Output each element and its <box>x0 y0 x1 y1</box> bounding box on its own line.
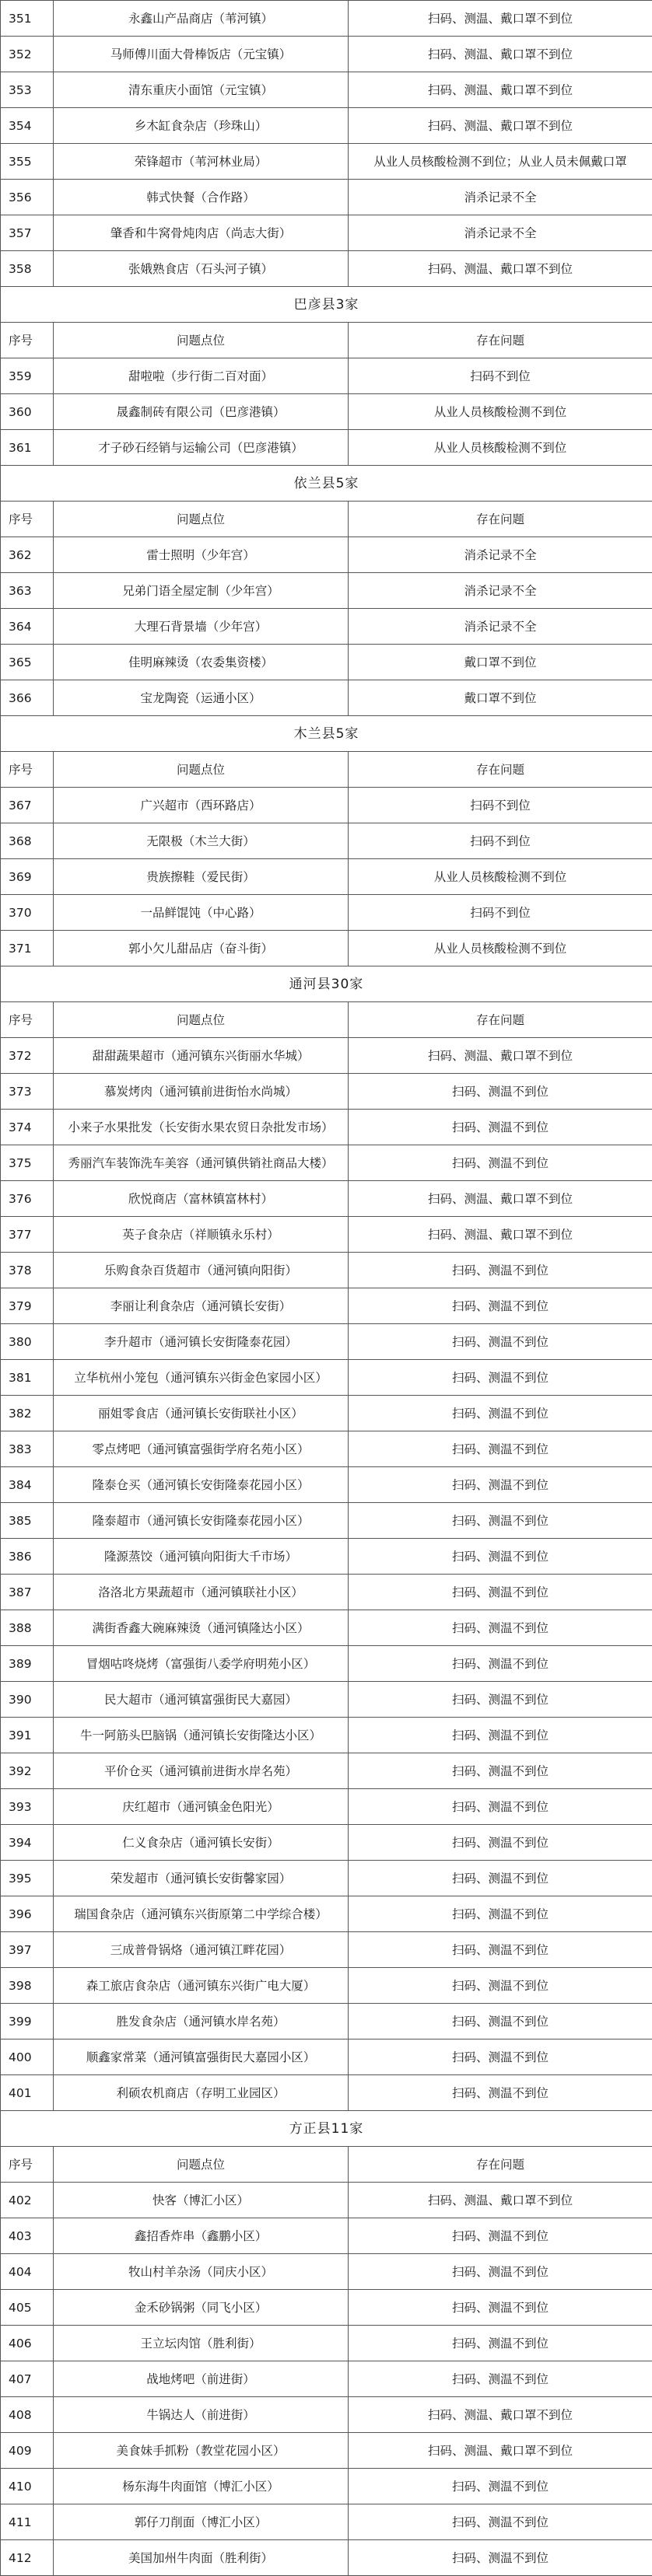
table-row <box>1 1789 652 1825</box>
header-location: 问题点位 <box>54 2147 349 2183</box>
row-location: 美国加州牛肉面（胜利街） <box>54 2540 349 2576</box>
row-issue: 扫码、测温、戴口罩不到位 <box>349 1 652 37</box>
row-location: 隆泰仓买（通河镇长安街隆泰花园小区） <box>54 1467 349 1503</box>
row-location: 杨东海牛肉面馆（博汇小区） <box>54 2469 349 2504</box>
row-location: 平价仓买（通河镇前进街水岸名苑） <box>54 1753 349 1789</box>
row-issue: 扫码、测温不到位 <box>349 1145 652 1181</box>
row-issue: 扫码、测温不到位 <box>349 1360 652 1396</box>
row-location: 仁义食杂店（通河镇长安街） <box>54 1825 349 1861</box>
section-title: 方正县11家 <box>1 2111 652 2147</box>
row-location: 瑞国食杂店（通河镇东兴街原第二中学综合楼） <box>54 1896 349 1932</box>
header-location: 问题点位 <box>54 502 349 537</box>
row-location: 马师傅川面大骨棒饭店（元宝镇） <box>54 37 349 72</box>
row-issue: 扫码、测温、戴口罩不到位 <box>349 251 652 287</box>
row-number: 395 <box>1 1861 54 1896</box>
row-number: 394 <box>1 1825 54 1861</box>
row-number: 356 <box>1 180 54 215</box>
row-issue: 扫码、测温不到位 <box>349 1718 652 1753</box>
row-number: 385 <box>1 1503 54 1539</box>
row-number: 388 <box>1 1610 54 1646</box>
table-row <box>1 2397 652 2433</box>
row-number: 366 <box>1 680 54 716</box>
table-row <box>1 2004 652 2039</box>
row-location: 牛锅达人（前进街） <box>54 2397 349 2433</box>
header-no: 序号 <box>1 752 54 788</box>
table-row <box>1 215 652 251</box>
row-number: 358 <box>1 251 54 287</box>
row-location: 顺鑫家常菜（通河镇富强街民大嘉园小区） <box>54 2039 349 2075</box>
section-title-row <box>1 716 652 752</box>
table-row <box>1 1896 652 1932</box>
row-issue: 扫码、测温不到位 <box>349 1324 652 1360</box>
row-issue: 扫码、测温不到位 <box>349 1253 652 1288</box>
row-location: 洛洛北方果蔬超市（通河镇联社小区） <box>54 1575 349 1610</box>
row-issue: 扫码、测温不到位 <box>349 2540 652 2576</box>
table-row <box>1 1038 652 1074</box>
table-row <box>1 859 652 895</box>
row-location: 宝龙陶瓷（运通小区） <box>54 680 349 716</box>
row-location: 牛一阿筋头巴脑锅（通河镇长安街隆达小区） <box>54 1718 349 1753</box>
header-location: 问题点位 <box>54 752 349 788</box>
row-issue: 扫码、测温不到位 <box>349 1646 652 1682</box>
row-location: 荣发超市（通河镇长安街馨家园） <box>54 1861 349 1896</box>
table-row <box>1 180 652 215</box>
row-issue: 扫码、测温不到位 <box>349 1396 652 1431</box>
row-issue: 扫码、测温不到位 <box>349 1431 652 1467</box>
table-row <box>1 1861 652 1896</box>
row-issue: 戴口罩不到位 <box>349 645 652 680</box>
row-issue: 扫码、测温、戴口罩不到位 <box>349 2433 652 2469</box>
row-location: 大理石背景墙（少年宫） <box>54 609 349 645</box>
table-row <box>1 1288 652 1324</box>
table-row <box>1 2183 652 2218</box>
table-row <box>1 823 652 859</box>
row-number: 367 <box>1 788 54 823</box>
table-row <box>1 144 652 180</box>
row-issue: 扫码、测温不到位 <box>349 2254 652 2290</box>
row-number: 370 <box>1 895 54 931</box>
table-row <box>1 394 652 430</box>
row-issue: 扫码、测温不到位 <box>349 1932 652 1968</box>
row-location: 牧山村羊杂汤（同庆小区） <box>54 2254 349 2290</box>
table-row <box>1 2218 652 2254</box>
row-location: 鑫招香炸串（鑫鹏小区） <box>54 2218 349 2254</box>
row-location: 永鑫山产品商店（苇河镇） <box>54 1 349 37</box>
row-number: 389 <box>1 1646 54 1682</box>
row-issue: 消杀记录不全 <box>349 180 652 215</box>
row-number: 404 <box>1 2254 54 2290</box>
table-row <box>1 1932 652 1968</box>
row-location: 郭仔刀削面（博汇小区） <box>54 2504 349 2540</box>
table-row <box>1 2361 652 2397</box>
row-location: 李丽让利食杂店（通河镇长安街） <box>54 1288 349 1324</box>
row-issue: 消杀记录不全 <box>349 573 652 609</box>
table-row <box>1 573 652 609</box>
table-row <box>1 1718 652 1753</box>
row-number: 371 <box>1 931 54 966</box>
row-issue: 从业人员核酸检测不到位 <box>349 931 652 966</box>
row-issue: 扫码不到位 <box>349 895 652 931</box>
row-issue: 扫码、测温不到位 <box>349 1861 652 1896</box>
header-issue: 存在问题 <box>349 323 652 358</box>
header-issue: 存在问题 <box>349 502 652 537</box>
row-number: 400 <box>1 2039 54 2075</box>
table-row <box>1 931 652 966</box>
table-row <box>1 1503 652 1539</box>
table-row <box>1 430 652 466</box>
row-location: 乡木缸食杂店（珍珠山） <box>54 108 349 144</box>
section-title-row <box>1 466 652 502</box>
column-header-row <box>1 502 652 537</box>
table-row <box>1 645 652 680</box>
row-location: 佳明麻辣烫（农委集资楼） <box>54 645 349 680</box>
row-issue: 扫码、测温、戴口罩不到位 <box>349 1181 652 1217</box>
table-row <box>1 2075 652 2111</box>
table-row <box>1 1682 652 1718</box>
row-issue: 扫码、测温、戴口罩不到位 <box>349 2397 652 2433</box>
column-header-row <box>1 323 652 358</box>
inspection-table-body <box>1 1 652 2576</box>
row-number: 402 <box>1 2183 54 2218</box>
row-location: 欣悦商店（富林镇富林村） <box>54 1181 349 1217</box>
row-issue: 扫码、测温不到位 <box>349 2290 652 2326</box>
table-row <box>1 1145 652 1181</box>
row-location: 王立坛肉馆（胜利街） <box>54 2326 349 2361</box>
row-issue: 扫码、测温不到位 <box>349 1288 652 1324</box>
row-issue: 从业人员核酸检测不到位 <box>349 394 652 430</box>
row-issue: 扫码、测温、戴口罩不到位 <box>349 37 652 72</box>
row-issue: 扫码、测温不到位 <box>349 2218 652 2254</box>
table-row <box>1 1110 652 1145</box>
row-number: 355 <box>1 144 54 180</box>
table-row <box>1 358 652 394</box>
section-title: 巴彦县3家 <box>1 287 652 323</box>
row-number: 382 <box>1 1396 54 1431</box>
table-row <box>1 2039 652 2075</box>
row-issue: 从业人员核酸检测不到位；从业人员未佩戴口罩 <box>349 144 652 180</box>
row-number: 398 <box>1 1968 54 2004</box>
table-row <box>1 537 652 573</box>
row-number: 408 <box>1 2397 54 2433</box>
row-number: 354 <box>1 108 54 144</box>
table-row <box>1 72 652 108</box>
table-row <box>1 1646 652 1682</box>
row-issue: 扫码、测温不到位 <box>349 2504 652 2540</box>
row-number: 373 <box>1 1074 54 1110</box>
row-location: 晟鑫制砖有限公司（巴彦港镇） <box>54 394 349 430</box>
row-issue: 扫码、测温不到位 <box>349 1110 652 1145</box>
row-location: 冒烟咕咚烧烤（富强街八委学府明苑小区） <box>54 1646 349 1682</box>
table-row <box>1 1324 652 1360</box>
row-issue: 从业人员核酸检测不到位 <box>349 859 652 895</box>
row-number: 361 <box>1 430 54 466</box>
row-issue: 扫码不到位 <box>349 823 652 859</box>
row-number: 378 <box>1 1253 54 1288</box>
row-number: 380 <box>1 1324 54 1360</box>
table-row <box>1 1360 652 1396</box>
row-location: 三成普骨锅烙（通河镇江畔花园） <box>54 1932 349 1968</box>
row-location: 满街香鑫大碗麻辣烫（通河镇隆达小区） <box>54 1610 349 1646</box>
header-no: 序号 <box>1 2147 54 2183</box>
table-row <box>1 108 652 144</box>
row-issue: 扫码、测温不到位 <box>349 2361 652 2397</box>
row-location: 小来子水果批发（长安街水果农贸日杂批发市场） <box>54 1110 349 1145</box>
row-number: 396 <box>1 1896 54 1932</box>
row-number: 386 <box>1 1539 54 1575</box>
section-title-row <box>1 287 652 323</box>
table-row <box>1 1217 652 1253</box>
table-row <box>1 2290 652 2326</box>
table-row <box>1 1539 652 1575</box>
row-number: 363 <box>1 573 54 609</box>
row-issue: 扫码、测温不到位 <box>349 1825 652 1861</box>
row-issue: 扫码、测温不到位 <box>349 2469 652 2504</box>
row-number: 387 <box>1 1575 54 1610</box>
table-row <box>1 1753 652 1789</box>
row-number: 381 <box>1 1360 54 1396</box>
row-issue: 扫码、测温、戴口罩不到位 <box>349 1217 652 1253</box>
row-number: 409 <box>1 2433 54 2469</box>
row-issue: 消杀记录不全 <box>349 537 652 573</box>
row-number: 352 <box>1 37 54 72</box>
row-issue: 扫码、测温不到位 <box>349 2326 652 2361</box>
row-number: 369 <box>1 859 54 895</box>
row-number: 360 <box>1 394 54 430</box>
header-no: 序号 <box>1 502 54 537</box>
row-number: 403 <box>1 2218 54 2254</box>
row-issue: 扫码不到位 <box>349 788 652 823</box>
row-number: 392 <box>1 1753 54 1789</box>
row-issue: 扫码、测温、戴口罩不到位 <box>349 108 652 144</box>
table-row <box>1 251 652 287</box>
row-number: 412 <box>1 2540 54 2576</box>
column-header-row <box>1 2147 652 2183</box>
row-location: 李升超市（通河镇长安街隆泰花园） <box>54 1324 349 1360</box>
row-location: 胜发食杂店（通河镇水岸名苑） <box>54 2004 349 2039</box>
row-location: 甜甜蔬果超市（通河镇东兴街丽水华城） <box>54 1038 349 1074</box>
table-row <box>1 1968 652 2004</box>
table-row <box>1 1 652 37</box>
row-number: 351 <box>1 1 54 37</box>
row-location: 秀丽汽车装饰洗车美容（通河镇供销社商品大楼） <box>54 1145 349 1181</box>
row-location: 丽姐零食店（通河镇长安街联社小区） <box>54 1396 349 1431</box>
row-location: 肇香和牛窝骨炖肉店（尚志大街） <box>54 215 349 251</box>
row-location: 张娥熟食店（石头河子镇） <box>54 251 349 287</box>
row-number: 399 <box>1 2004 54 2039</box>
row-issue: 扫码、测温、戴口罩不到位 <box>349 1038 652 1074</box>
row-location: 荣锋超市（苇河林业局） <box>54 144 349 180</box>
row-number: 411 <box>1 2504 54 2540</box>
column-header-row <box>1 752 652 788</box>
row-location: 战地烤吧（前进街） <box>54 2361 349 2397</box>
row-location: 才子砂石经销与运输公司（巴彦港镇） <box>54 430 349 466</box>
row-number: 368 <box>1 823 54 859</box>
row-location: 金禾砂锅粥（同飞小区） <box>54 2290 349 2326</box>
row-location: 零点烤吧（通河镇富强街学府名苑小区） <box>54 1431 349 1467</box>
row-location: 广兴超市（西环路店） <box>54 788 349 823</box>
row-issue: 消杀记录不全 <box>349 609 652 645</box>
row-issue: 扫码、测温不到位 <box>349 2075 652 2111</box>
row-number: 391 <box>1 1718 54 1753</box>
header-no: 序号 <box>1 1002 54 1038</box>
table-row <box>1 2469 652 2504</box>
row-location: 立华杭州小笼包（通河镇东兴街金色家园小区） <box>54 1360 349 1396</box>
row-location: 隆源蒸饺（通河镇向阳街大千市场） <box>54 1539 349 1575</box>
row-location: 民大超市（通河镇富强街民大嘉园） <box>54 1682 349 1718</box>
table-row <box>1 2540 652 2576</box>
row-issue: 扫码、测温不到位 <box>349 1575 652 1610</box>
table-row <box>1 1467 652 1503</box>
row-number: 407 <box>1 2361 54 2397</box>
header-issue: 存在问题 <box>349 2147 652 2183</box>
row-issue: 戴口罩不到位 <box>349 680 652 716</box>
row-location: 兄弟门语全屋定制（少年宫） <box>54 573 349 609</box>
row-location: 美食妹手抓粉（教堂花园小区） <box>54 2433 349 2469</box>
table-row <box>1 1825 652 1861</box>
row-number: 390 <box>1 1682 54 1718</box>
row-issue: 从业人员核酸检测不到位 <box>349 430 652 466</box>
row-issue: 扫码、测温不到位 <box>349 1503 652 1539</box>
row-number: 374 <box>1 1110 54 1145</box>
row-location: 利硕农机商店（存明工业园区） <box>54 2075 349 2111</box>
table-row <box>1 680 652 716</box>
row-number: 383 <box>1 1431 54 1467</box>
table-row <box>1 2254 652 2290</box>
row-number: 365 <box>1 645 54 680</box>
row-location: 慕炭烤肉（通河镇前进街怡水尚城） <box>54 1074 349 1110</box>
row-number: 357 <box>1 215 54 251</box>
row-issue: 扫码、测温不到位 <box>349 1682 652 1718</box>
row-location: 韩式快餐（合作路） <box>54 180 349 215</box>
table-row <box>1 1253 652 1288</box>
row-number: 397 <box>1 1932 54 1968</box>
row-number: 406 <box>1 2326 54 2361</box>
row-issue: 扫码、测温不到位 <box>349 1467 652 1503</box>
column-header-row <box>1 1002 652 1038</box>
row-location: 甜啦啦（步行街二百对面） <box>54 358 349 394</box>
table-row <box>1 1610 652 1646</box>
row-location: 庆红超市（通河镇金色阳光） <box>54 1789 349 1825</box>
row-issue: 扫码、测温不到位 <box>349 1753 652 1789</box>
table-row <box>1 1074 652 1110</box>
section-title: 依兰县5家 <box>1 466 652 502</box>
row-issue: 扫码、测温不到位 <box>349 2004 652 2039</box>
row-location: 隆泰超市（通河镇长安街隆泰花园小区） <box>54 1503 349 1539</box>
row-issue: 扫码、测温不到位 <box>349 2039 652 2075</box>
table-row <box>1 37 652 72</box>
row-issue: 扫码、测温不到位 <box>349 1896 652 1932</box>
row-location: 乐购食杂百货超市（通河镇向阳街） <box>54 1253 349 1288</box>
row-number: 401 <box>1 2075 54 2111</box>
table-row <box>1 1181 652 1217</box>
header-location: 问题点位 <box>54 323 349 358</box>
row-location: 英子食杂店（祥顺镇永乐村） <box>54 1217 349 1253</box>
header-no: 序号 <box>1 323 54 358</box>
row-issue: 扫码、测温不到位 <box>349 1968 652 2004</box>
row-location: 森工旅店食杂店（通河镇东兴街广电大厦） <box>54 1968 349 2004</box>
table-row <box>1 1396 652 1431</box>
section-title-row <box>1 966 652 1002</box>
row-location: 清东重庆小面馆（元宝镇） <box>54 72 349 108</box>
header-issue: 存在问题 <box>349 752 652 788</box>
row-number: 377 <box>1 1217 54 1253</box>
row-issue: 扫码、测温不到位 <box>349 1074 652 1110</box>
row-issue: 扫码、测温不到位 <box>349 1610 652 1646</box>
row-issue: 消杀记录不全 <box>349 215 652 251</box>
row-number: 405 <box>1 2290 54 2326</box>
table-row <box>1 2326 652 2361</box>
row-number: 372 <box>1 1038 54 1074</box>
row-location: 快客（博汇小区） <box>54 2183 349 2218</box>
row-location: 无限极（木兰大街） <box>54 823 349 859</box>
header-location: 问题点位 <box>54 1002 349 1038</box>
row-issue: 扫码、测温不到位 <box>349 1539 652 1575</box>
table-row <box>1 895 652 931</box>
row-issue: 扫码、测温、戴口罩不到位 <box>349 2183 652 2218</box>
table-row <box>1 1575 652 1610</box>
row-number: 376 <box>1 1181 54 1217</box>
row-number: 364 <box>1 609 54 645</box>
row-location: 一品鲜馄饨（中心路） <box>54 895 349 931</box>
table-row <box>1 788 652 823</box>
section-title: 通河县30家 <box>1 966 652 1002</box>
row-location: 雷士照明（少年宫） <box>54 537 349 573</box>
row-number: 375 <box>1 1145 54 1181</box>
row-number: 384 <box>1 1467 54 1503</box>
section-title-row <box>1 2111 652 2147</box>
row-issue: 扫码不到位 <box>349 358 652 394</box>
row-number: 410 <box>1 2469 54 2504</box>
row-number: 362 <box>1 537 54 573</box>
row-location: 贵族擦鞋（爱民街） <box>54 859 349 895</box>
row-issue: 扫码、测温不到位 <box>349 1789 652 1825</box>
section-title: 木兰县5家 <box>1 716 652 752</box>
row-number: 353 <box>1 72 54 108</box>
table-row <box>1 2504 652 2540</box>
table-row <box>1 609 652 645</box>
row-number: 393 <box>1 1789 54 1825</box>
table-row <box>1 1431 652 1467</box>
header-issue: 存在问题 <box>349 1002 652 1038</box>
row-number: 359 <box>1 358 54 394</box>
row-location: 郭小欠儿甜品店（奋斗街） <box>54 931 349 966</box>
row-issue: 扫码、测温、戴口罩不到位 <box>349 72 652 108</box>
table-row <box>1 2433 652 2469</box>
row-number: 379 <box>1 1288 54 1324</box>
